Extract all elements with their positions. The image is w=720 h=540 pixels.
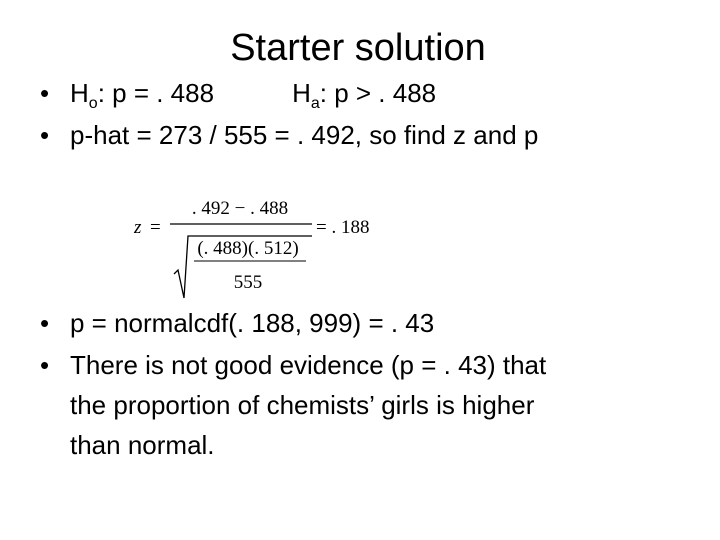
conclusion-text-3: than normal. xyxy=(70,430,215,460)
ha-subscript: a xyxy=(310,95,320,112)
null-hypothesis xyxy=(70,78,215,112)
h0-text: : p = . 488 xyxy=(97,78,215,108)
ha-letter: H xyxy=(292,78,311,108)
bullet-marker: • xyxy=(40,308,50,338)
formula-equals: = xyxy=(150,217,161,238)
conclusion-line xyxy=(40,348,546,382)
formula-numerator: . 492 − . 488 xyxy=(191,198,289,219)
h0-subscript: o xyxy=(88,95,98,112)
bullet-marker: • xyxy=(40,78,50,108)
bullet-marker: • xyxy=(40,350,50,380)
z-formula xyxy=(128,192,388,300)
phat-line xyxy=(40,118,538,152)
bullet-marker: • xyxy=(40,120,50,150)
pvalue-line xyxy=(40,306,434,340)
alt-hypothesis xyxy=(292,76,436,121)
pvalue-text: p = normalcdf(. 188, 999) = . 43 xyxy=(70,308,435,338)
conclusion-text-2: the proportion of chemists’ girls is higher xyxy=(70,390,535,420)
formula-result: = . 188 xyxy=(316,217,370,238)
slide-title-text: Starter solution xyxy=(230,27,486,69)
phat-text: p-hat = 273 / 555 = . 492, so find z and p xyxy=(70,120,539,150)
hypotheses-line xyxy=(40,76,436,121)
formula-lhs: z xyxy=(134,217,142,238)
ha-text: : p > . 488 xyxy=(319,78,437,108)
conclusion-text-1: There is not good evidence (p = . 43) that xyxy=(70,350,547,380)
formula-denominator-bottom: 555 xyxy=(233,272,263,293)
slide-title xyxy=(0,22,720,74)
formula-denominator-top: (. 488)(. 512) xyxy=(197,238,299,259)
h0-letter: H xyxy=(70,78,89,108)
